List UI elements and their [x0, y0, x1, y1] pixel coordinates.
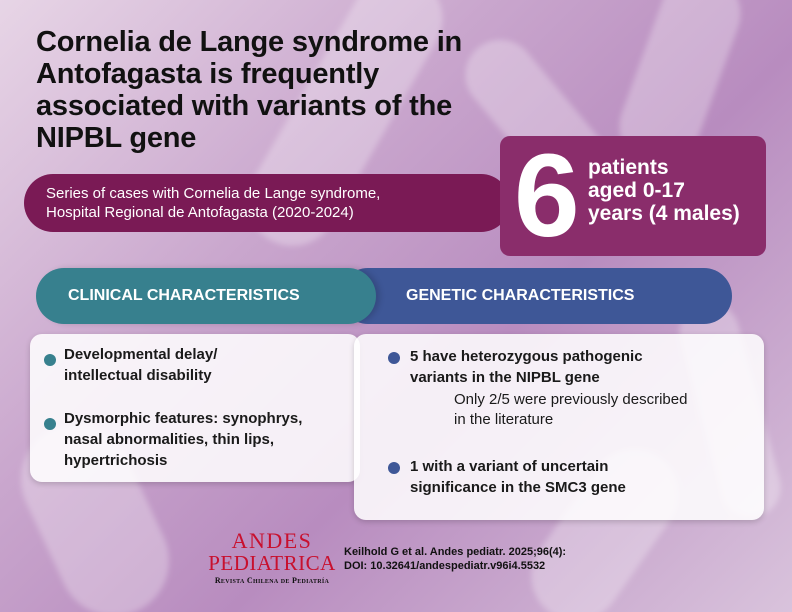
bullet-icon [388, 462, 400, 474]
citation-doi: DOI: 10.32641/andespediatr.v96i4.5532 [344, 560, 546, 572]
genetic-item: 5 have heterozygous pathogenic variants in the NIPBL gene [410, 348, 643, 386]
tab-genetic-characteristics: GENETIC CHARACTERISTICS [340, 268, 732, 324]
logo-subtitle: Revista Chilena de Pediatría [214, 576, 330, 585]
logo-line-2: PEDIATRICA [208, 551, 336, 575]
patients-description [588, 156, 740, 225]
bullet-icon [388, 352, 400, 364]
citation [344, 545, 566, 573]
logo-line-1: ANDES [231, 528, 313, 553]
patients-line-3: years (4 males) [588, 202, 740, 225]
genetic-item-note: Only 2/5 were previously described in the literature [454, 391, 688, 428]
clinical-card [30, 334, 360, 482]
bullet-icon [44, 354, 56, 366]
series-line-1: Series of cases with Cornelia de Lange syndrome, [46, 185, 381, 202]
page-title: Cornelia de Lange syndrome in Antofagasta is frequently associated with variants of the NIPBL gene [36, 26, 463, 154]
citation-line-1: Keilhold G et al. Andes pediatr. 2025;96(4): [344, 546, 567, 558]
series-banner [24, 174, 510, 232]
clinical-item: Dysmorphic features: synophrys, nasal abnormalities, thin lips, hypertrichosis [64, 410, 303, 469]
clinical-item: Developmental delay/ intellectual disability [64, 346, 218, 384]
patients-box [500, 130, 766, 262]
tab-clinical-characteristics: CLINICAL CHARACTERISTICS [36, 268, 376, 324]
patients-line-2: aged 0-17 [588, 179, 685, 202]
patients-line-1: patients [588, 156, 669, 179]
genetic-card [354, 334, 764, 520]
bullet-icon [44, 418, 56, 430]
series-line-2: Hospital Regional de Antofagasta (2020-2024) [46, 204, 354, 221]
genetic-item: 1 with a variant of uncertain significance in the SMC3 gene [410, 458, 626, 496]
patients-count: 6 [514, 130, 580, 262]
andes-pediatrica-logo [204, 530, 340, 585]
